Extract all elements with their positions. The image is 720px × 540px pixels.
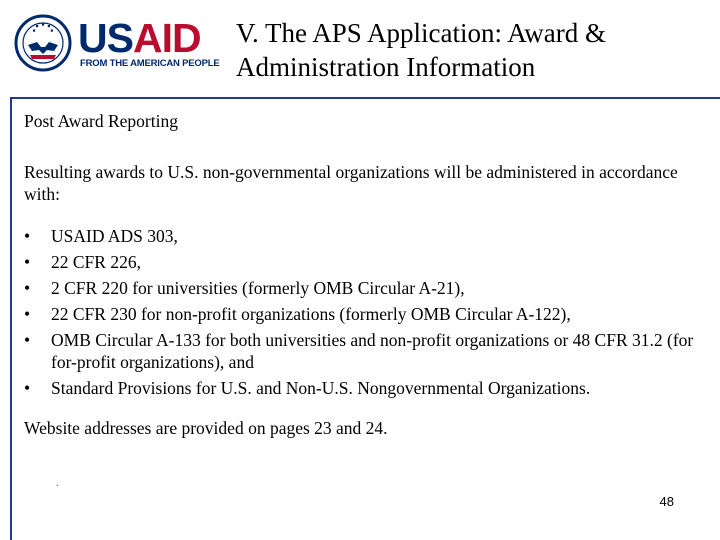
header-divider xyxy=(10,97,720,99)
list-item-text: 22 CFR 226, xyxy=(51,252,141,272)
bullet-icon: • xyxy=(24,330,31,350)
list-item xyxy=(24,329,694,373)
slide-title xyxy=(236,16,706,84)
list-item xyxy=(24,251,694,273)
slide-title-line-2: Administration Information xyxy=(236,52,536,82)
page-number: 48 xyxy=(659,494,674,509)
stray-mark: . xyxy=(56,478,59,489)
slide-title-line-1: V. The APS Application: Award & xyxy=(236,18,607,48)
list-item-text: OMB Circular A-133 for both universities and non-profit organizations or 48 CFR 31.2 (for for-profit organizations), and xyxy=(51,330,694,372)
usaid-logo xyxy=(14,14,220,74)
bullet-icon: • xyxy=(24,226,31,246)
usaid-wordmark: USAID xyxy=(78,15,201,61)
bullet-icon: • xyxy=(24,378,31,398)
usaid-seal-icon xyxy=(14,14,72,72)
bullet-icon: • xyxy=(24,304,31,324)
section-heading: Post Award Reporting xyxy=(24,111,178,131)
list-item xyxy=(24,377,694,399)
list-item-text: Standard Provisions for U.S. and Non-U.S. Nongovernmental Organizations. xyxy=(51,378,591,398)
logo-tagline: FROM THE AMERICAN PEOPLE xyxy=(80,58,220,69)
slide-body xyxy=(24,110,694,439)
list-item-text: 22 CFR 230 for non-profit organizations (formerly OMB Circular A-122), xyxy=(51,304,571,324)
regulation-list xyxy=(24,225,694,399)
list-item xyxy=(24,225,694,247)
list-item-text: USAID ADS 303, xyxy=(51,226,178,246)
list-item xyxy=(24,303,694,325)
bullet-icon: • xyxy=(24,252,31,272)
list-item-text: 2 CFR 220 for universities (formerly OMB Circular A-21), xyxy=(51,278,465,298)
intro-paragraph: Resulting awards to U.S. non-governmental organizations will be administered in accordance with: xyxy=(24,162,678,204)
list-item xyxy=(24,277,694,299)
left-accent-rule xyxy=(10,97,12,540)
website-note: Website addresses are provided on pages 23 and 24. xyxy=(24,418,388,438)
bullet-icon: • xyxy=(24,278,31,298)
